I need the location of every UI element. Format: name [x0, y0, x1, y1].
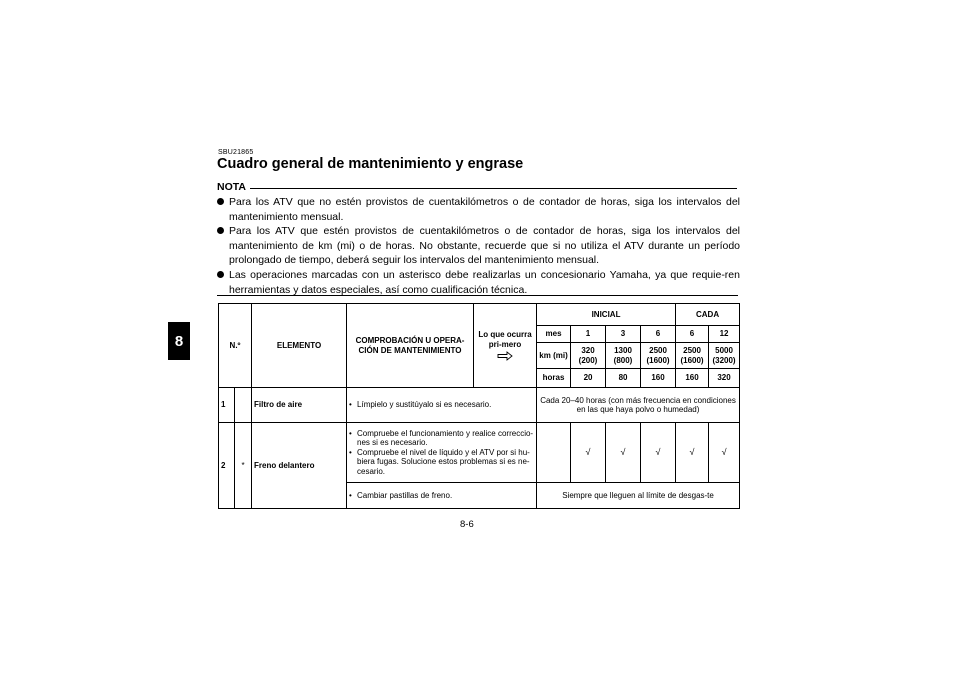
- header-first: Lo que ocurra pri-mero: [474, 304, 537, 388]
- row-num: 1: [219, 388, 235, 423]
- row-element: Freno delantero: [252, 423, 347, 509]
- months-label: mes: [537, 326, 571, 343]
- header-every: CADA: [676, 304, 740, 326]
- row-element: Filtro de aire: [252, 388, 347, 423]
- check-mark: √: [641, 423, 676, 483]
- hours-cell: 320: [709, 369, 740, 388]
- nota-item: Las operaciones marcadas con un asterisco debe realizarlas un concesionario Yamaha, ya que requie-ren herramientas y datos especiales, así como cualificación técnica.: [217, 268, 740, 297]
- hours-label: horas: [537, 369, 571, 388]
- check-mark: √: [709, 423, 740, 483]
- header-element: ELEMENTO: [252, 304, 347, 388]
- page-title: Cuadro general de mantenimiento y engrase: [217, 156, 524, 172]
- hours-cell: 160: [641, 369, 676, 388]
- row-actions: • Cambiar pastillas de freno.: [347, 483, 537, 509]
- chapter-tab: 8: [168, 322, 190, 360]
- nota-header: [217, 181, 737, 193]
- table-row: [219, 423, 740, 483]
- hours-cell: 20: [571, 369, 606, 388]
- row-note: Cada 20–40 horas (con más frecuencia en condiciones en las que haya polvo o humedad): [537, 388, 740, 423]
- month-cell: 6: [676, 326, 709, 343]
- km-cell: 5000 (3200): [709, 343, 740, 369]
- maintenance-table: [218, 303, 740, 509]
- header-initial: INICIAL: [537, 304, 676, 326]
- month-cell: 12: [709, 326, 740, 343]
- km-label: km (mi): [537, 343, 571, 369]
- hours-cell: 160: [676, 369, 709, 388]
- bullet-icon: [217, 227, 224, 234]
- nota-list: [217, 195, 740, 297]
- month-cell: 1: [571, 326, 606, 343]
- check-mark: √: [606, 423, 641, 483]
- header-num: N.º: [219, 304, 252, 388]
- row-actions: • Compruebe el funcionamiento y realice correccio-nes si es necesario. • Compruebe el nivel de líquido y el ATV por si hu-biera fugas. Solucione estos problemas si es ne-cesario.: [347, 423, 537, 483]
- month-cell: 3: [606, 326, 641, 343]
- row-note: Siempre que lleguen al límite de desgas-te: [537, 483, 740, 509]
- table-row: [219, 388, 740, 423]
- bullet-icon: [217, 198, 224, 205]
- km-cell: 2500 (1600): [676, 343, 709, 369]
- check-mark: √: [571, 423, 606, 483]
- row-actions: • Límpielo y sustitúyalo si es necesario.: [347, 388, 537, 423]
- row-star: *: [235, 423, 252, 509]
- nota-rule: [217, 188, 737, 189]
- km-cell: 2500 (1600): [641, 343, 676, 369]
- row-star: [235, 388, 252, 423]
- nota-item: Para los ATV que estén provistos de cuentakilómetros o de contador de horas, siga los intervalos del mantenimiento de km (mi) o de horas. No obstante, recuerde que si no utiliza el ATV durante un período prolongado de tiempo, deberá seguir los intervalos del mantenimiento mensual.: [217, 224, 740, 268]
- month-cell: 6: [641, 326, 676, 343]
- nota-label: NOTA: [217, 181, 250, 193]
- row-num: 2: [219, 423, 235, 509]
- section-code: SBU21865: [218, 149, 254, 156]
- arrow-right-icon: [497, 351, 513, 361]
- hours-cell: 80: [606, 369, 641, 388]
- bullet-icon: [217, 271, 224, 278]
- nota-end-rule: [217, 295, 738, 296]
- km-cell: 1300 (800): [606, 343, 641, 369]
- km-cell: 320 (200): [571, 343, 606, 369]
- table-header-row: [219, 304, 740, 326]
- page-number: 8-6: [460, 519, 474, 530]
- check-mark: √: [676, 423, 709, 483]
- nota-item: Para los ATV que no estén provistos de cuentakilómetros o de contador de horas, siga los intervalos del mantenimiento mensual.: [217, 195, 740, 224]
- header-check: COMPROBACIÓN U OPERA-CIÓN DE MANTENIMIENTO: [347, 304, 474, 388]
